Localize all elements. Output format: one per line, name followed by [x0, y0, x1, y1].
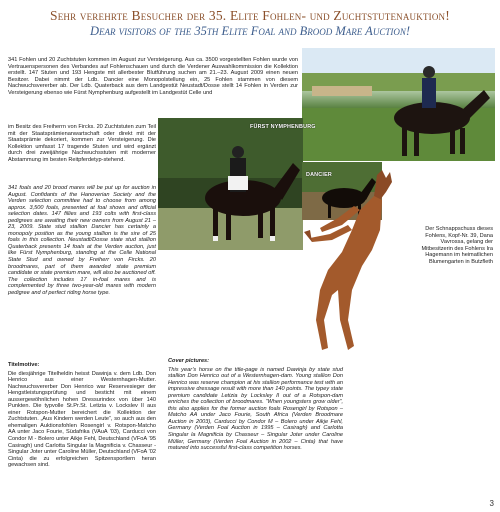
titelmotive-text: Die diesjährige Titelheldin heisst Dawinja v. dem Ldb. Don Henrico aus einer Westernhagen-Mutter. Nachwuchsvererber Don Henrico war Reservesieger der Hengstleistungsprüfung und besticht mit einem aussergewöhnlichen hohen Dressurindex von über 140 Punkten. Die typvolle St.Pr.St. Letizia v. Lockslev II aus einer Rotspon-Mutter bereichert die Kollektion der Zuchtstuten. „Aus Kindern werden Leute“, so auch aus den ehemaligen Auktionsfohlen Rosengirl v. Rotspon-Matcho AA unter Jaco Fourie, Südafrika (VAuA ’03), Carducci von Condor M - Bolero unter Aikje Fehl, Deutschland (VFoA ’95 Casiragh) und Carlotta Singular la Magnificia v. Chasseur - Singular Joter unter Caroline Müller, Deutschland (VFoA ’02 Cinta) die zu erfolgreichen Spitzensportlern heran gewachsen sind. [8, 370, 156, 469]
german-paragraph-1: 341 Fohlen und 20 Zuchtstuten kommen im August zur Versteigerung. Aus ca. 3500 vorgestellten Fohlen wurde von Vertrauenspersonen des Verbandes auf Fohlenschauen und durch die Verdener Auswahlkommission die Kollektion erstellt. 147 Stuten und 193 Hengste mit allerbester Blutführung suchen am 21.–23. August 2009 einen neuen Besitzer. Dabei nimmt der Ldb. Dancier eine Monopolstellung ein, 25 Fohlen stammen von diesem Nachwuchsvererber ab. Der Ldb. Quaterback aus dem Landgestüt Neustadt/Dosse stellt 14 Fohlen in Verden zur Versteigerung ebenso wie Fürst Nymphenburg aufgestellt im Landgestüt Celle und [8, 57, 298, 96]
dressage-rider-photo [302, 48, 495, 161]
german-paragraph-2: im Besitz des Freiherrn von Fircks. 20 Zuchtstuten zum Teil mit der Staatsprämienanwartschaft oder direkt mit der Staatsprämie dekoriert, kommen zur Versteigerung. Die Kollektion umfasst 17 tragende Stuten und wird ergänzt durch drei zweijährige Nachwuchsstuten mit moderner Abstammung im besten Reitpferdetyp-stehend. [8, 124, 156, 163]
page-subtitle: Dear visitors of the 35th Elite Foal and Brood Mare Auction! [89, 24, 410, 38]
german-continued [8, 124, 156, 163]
page-title: Sehr verehrte Besucher der 35. Elite Fohlen- und Zuchtstutenauktion! [50, 8, 450, 23]
photo-label-dancier: DANCIER [306, 172, 332, 178]
page-header [0, 8, 500, 39]
titelmotive-section [8, 362, 156, 469]
cover-heading: Cover pictures: [168, 358, 210, 364]
english-intro [8, 185, 156, 296]
page-number: 3 [489, 499, 494, 508]
english-paragraph: 341 foals and 20 brood mares will be put up for auction in August. Confidants of the Hanoverian Society and the Verden selection committee had to choose from among approx. 3,500 foals, presented at foal shows and official selection dates. 147 fillies and 193 colts with first-class pedigrees are awaiting their new owners from August 21 – 23, 2009. State stud stallion Dancier has certainly a monopoly position as the young stallion is the sire of 25 foals in this collection. Neustadt/Dosse state stud stallion Quaterback presents 14 foals at the Verden auction, just like Fürst Nymphenburg, standing at the Celle National State Stud and owned by Freiherr von Fircks. 20 broodmares, part of them awarded state premium candidate or state premium mare, will also be auctioned off. The collection includes 17 in-foal mares and is complemented by three two-year-old mares with modern pedigree and of perfect riding horse type. [8, 185, 156, 296]
rearing-foal-photo [282, 170, 412, 360]
cover-pictures-section [168, 358, 343, 452]
cover-text: This year’s horse on the title-page is named Dawinja by state stud stallion Don Henrico out of a Westernhagen-dam. Young stallion Don Henrico was reserve champion at his stallion performance test with an impressive dressage result with more than 140 points. The typey state premium candidate Letizia by Locksley II out of a Rotspon-dam enriches the collection of broodmares. “When youngsters grow older”, this also applies for the former auction foals Rosengirl by Rotspon – Matcho AA under Jaco Fourie, South Africa (Verden Broodmare Auction in 2003), Carducci by Condor M – Bolero under Aikje Fehl, Germany (Verden Foal Auction in 1995 – Casiragh) and Carlotta Singular la Magnificia by Chasseur – Singular Joter under Caroline Müller, Germany (Verden Foal Auction in 2002 – Cinta) that have matured into successful first-class competition horses. [168, 366, 343, 452]
titelmotive-heading: Titelmotive: [8, 362, 40, 368]
foal-photo-caption: Der Schnappschuss dieses Fohlens, Kopf-Nr. 39, Dana Vavrossa, gelang der Mitbesitzerin des Fohlens Ira Hagemann im heimatlichen Blumengarten in Butzfleth [421, 226, 493, 265]
german-intro [8, 57, 298, 96]
photo-label-fuerst: FÜRST NYMPHENBURG [250, 124, 316, 130]
